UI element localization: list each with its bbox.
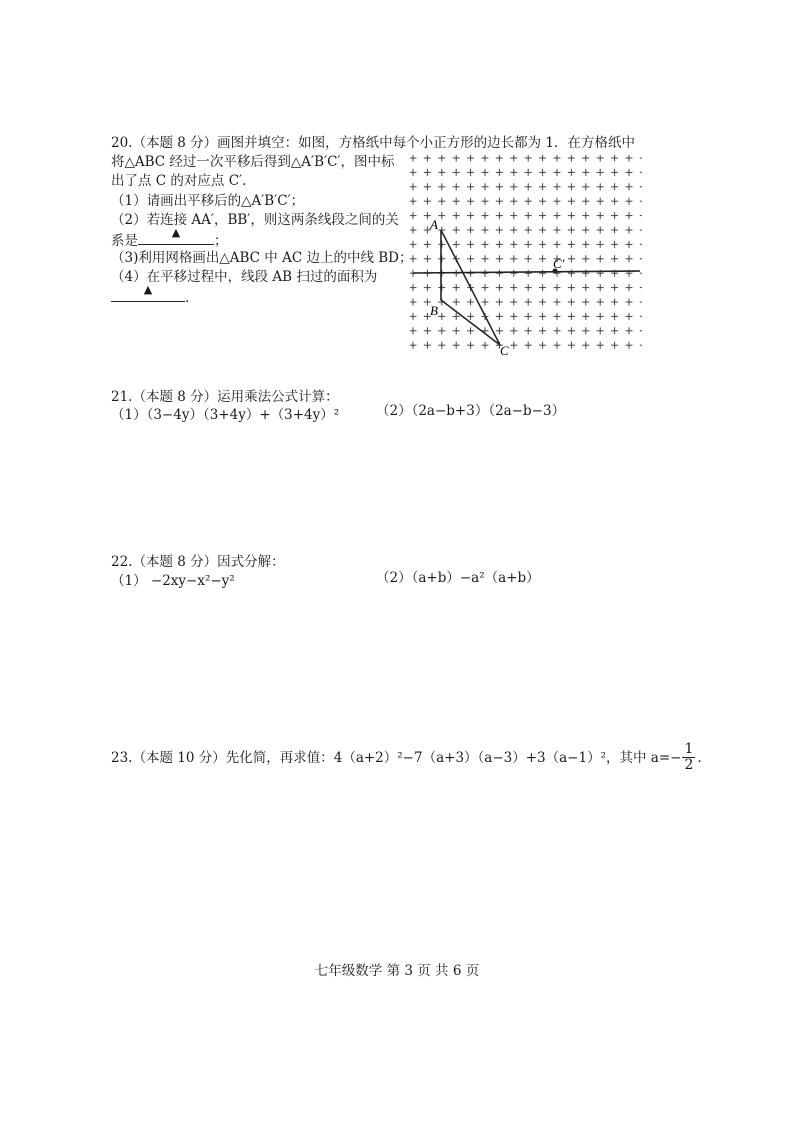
q23-line [111,742,702,773]
q20-sub2-prefix: 系是 [111,233,138,249]
grid-crosses [410,155,642,349]
q20-sub2-answer-line [111,226,228,250]
q23-end: . [697,749,702,766]
q22-part2: （2）（a+b）−a²（a+b） [376,570,540,586]
q21-part1: （1）（3−4y）（3+4y）+（3+4y）² [111,407,340,423]
label-a: A [430,217,438,232]
triangle-marker-icon: ▲ [171,226,181,239]
q20-line3: 出了点 C 的对应点 C′. [111,173,247,189]
horizontal-axis-line [413,271,640,273]
q20-sub4-blank[interactable] [111,283,185,302]
q23-text: 23.（本题 10 分）先化简，再求值：4（a+2）²−7（a+3）（a−3）+3（a−1）²，其中 a=− [111,749,682,766]
q20-sub2: （2）若连接 AA′，BB′，则这两条线段之间的关 [111,212,399,228]
q21-part2: （2）（2a−b+3）（2a−b−3） [376,403,566,419]
q20-line2: 将△ABC 经过一次平移后得到△A′B′C′，图中标 [111,154,395,170]
label-b: B [430,303,438,318]
q20-sub4-suffix: . [185,290,190,306]
fraction-denominator: 2 [684,757,694,773]
q20-sub4: （4）在平移过程中，线段 AB 扫过的面积为 [111,269,378,285]
q20-sub1: （1）请画出平移后的△A′B′C′； [111,193,305,209]
q22-part1: （1） −2xy−x²−y² [111,573,235,589]
label-c-prime: C′ [553,256,565,271]
q22-title: 22.（本题 8 分）因式分解： [111,554,285,570]
fraction-numerator: 1 [684,741,694,757]
triangle-marker-icon: ▲ [143,283,153,296]
grid-figure [410,155,642,360]
q20-sub2-blank[interactable] [138,226,214,245]
q20-sub4-answer-line [111,283,190,307]
page-footer: 七年级数学 第 3 页 共 6 页 [314,963,480,979]
q20-sub3: （3)利用网格画出△ABC 中 AC 边上的中线 BD； [111,250,413,266]
q21-title: 21.（本题 8 分）运用乘法公式计算： [111,389,339,405]
label-c: C [500,343,509,358]
q20-sub2-suffix: ； [214,233,228,249]
fraction-one-half [682,742,695,773]
q20-line1: 20.（本题 8 分）画图并填空：如图，方格纸中每个小正方形的边长都为 1．在方格纸中 [111,135,636,151]
